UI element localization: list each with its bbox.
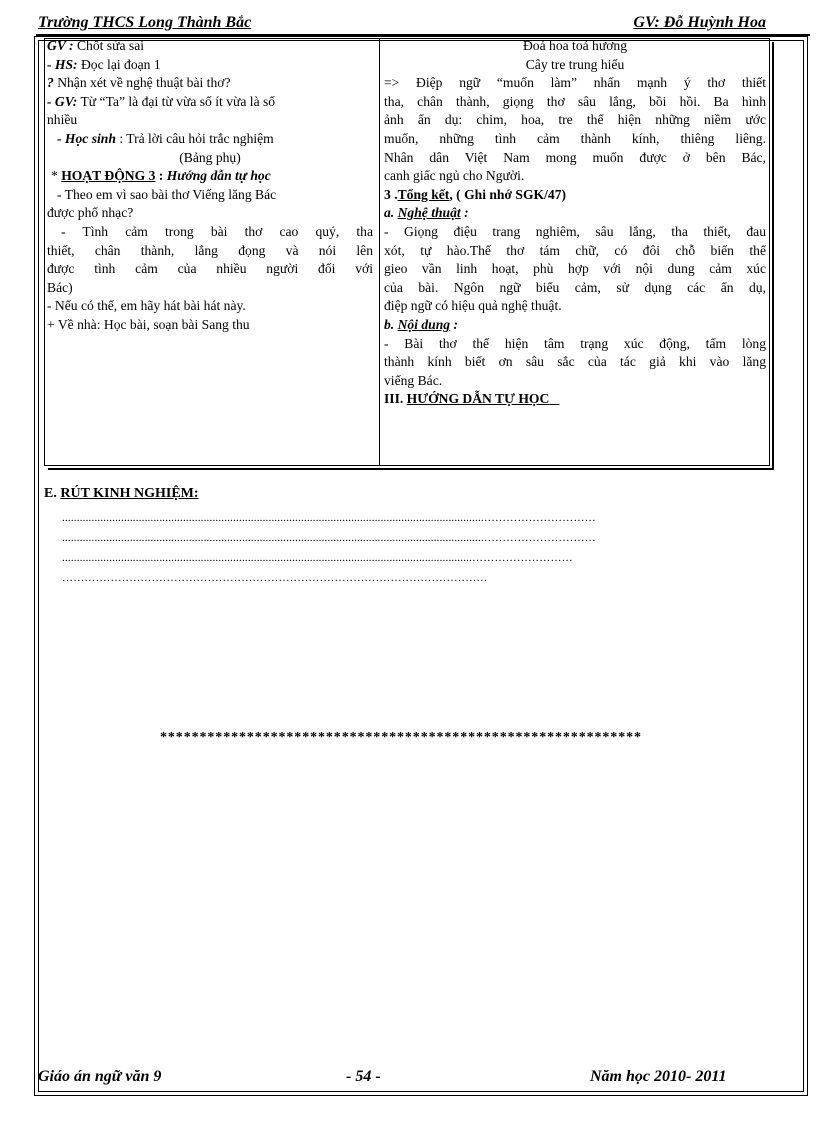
right-line: gieo vần linh hoạt, phù hợp với nội dung cảm xúc <box>384 261 766 277</box>
right-line: tha, chân thành, giọng thơ sâu lắng, bồi hồi. Ba hình <box>384 93 766 109</box>
right-line: canh giấc ngủ cho Người. <box>384 168 525 184</box>
dotted-line: ...........................................................................................................................................……………………… <box>62 552 573 564</box>
table-column-divider <box>379 38 380 466</box>
left-line: thiết, chân thành, lắng đọng và nói lên <box>47 242 373 258</box>
right-line: muốn, những tình cảm thành kính, thiêng liêng. <box>384 130 766 146</box>
left-column <box>47 37 373 335</box>
footer-school-year: Năm học 2010- 2011 <box>590 1068 727 1085</box>
right-column <box>384 37 766 409</box>
left-line: - Nếu có thể, em hãy hát bài hát này. <box>47 298 246 314</box>
left-line: được tình cảm của nhiều người đối với <box>47 261 373 277</box>
header-rule <box>36 34 810 36</box>
star-divider: ************************************************************* <box>160 730 642 745</box>
left-line: nhiều <box>47 112 78 128</box>
left-line: được phổ nhạc? <box>47 205 134 221</box>
right-line: xót, tự hào.Thể thơ tám chữ, có đôi chỗ biến thể <box>384 242 766 258</box>
right-line: thành kính biết ơn sâu sắc của tác giả khi vào lăng <box>384 354 766 370</box>
dotted-line: ...............................................................................................................................................………………………… <box>62 512 596 524</box>
left-line: Bác) <box>47 279 73 295</box>
right-line: III. HƯỚNG DẪN TỰ HỌC <box>384 391 550 407</box>
left-line: ? Nhận xét về nghệ thuật bài thơ? <box>47 75 231 91</box>
footer-subject: Giáo án ngữ văn 9 <box>38 1068 162 1085</box>
left-line: GV : Chốt sửa sai <box>47 38 145 53</box>
dotted-line: ...............................................................................................................................................………………………… <box>62 532 596 544</box>
left-line: - Tình cảm trong bài thơ cao quý, tha <box>61 223 373 239</box>
right-line: 3 .Tổng kết, ( Ghi nhớ SGK/47) <box>384 186 567 202</box>
right-line: - Bài thơ thể hiện tâm trạng xúc động, tấm lòng <box>384 335 766 351</box>
right-line: => Điệp ngữ “muốn làm” nhấn mạnh ý thơ thiết <box>384 75 766 91</box>
left-line: (Bảng phụ) <box>179 149 241 165</box>
left-line: - Theo em vì sao bài thơ Viếng lăng Bác <box>57 186 277 202</box>
right-line: điệp ngữ có hiệu quả nghệ thuật. <box>384 298 562 314</box>
right-line: của bài. Ngôn ngữ biểu cảm, sử dụng các ẩn dụ, <box>384 279 766 295</box>
left-line: + Về nhà: Học bài, soạn bài Sang thu <box>47 316 250 332</box>
footer-page-number: - 54 - <box>346 1068 381 1085</box>
section-e-heading: E. RÚT KINH NGHIỆM: <box>44 486 199 501</box>
right-line: Nhân dân Việt Nam mong muốn được ở bên Bác, <box>384 149 766 165</box>
right-line: Cây tre trung hiếu <box>525 56 625 72</box>
left-line: - HS: Đọc lại đoạn 1 <box>47 56 161 72</box>
right-line: b. Nội dung : <box>384 316 459 332</box>
left-line: * HOẠT ĐỘNG 3 : Hướng dẫn tự học <box>51 168 271 184</box>
left-line: - GV: Từ “Ta” là đại từ vừa số ít vừa là số <box>47 93 276 109</box>
right-line: a. Nghệ thuật : <box>384 205 469 221</box>
right-line: ảnh ẩn dụ: chim, hoa, tre thể hiện những niềm ước <box>384 112 766 128</box>
header-teacher: GV: Đỗ Huỳnh Hoa <box>633 14 766 31</box>
right-line: Đoá hoa toả hương <box>522 38 628 53</box>
right-line: viếng Bác. <box>384 372 443 388</box>
header-school: Trường THCS Long Thành Bắc <box>38 14 252 31</box>
right-line: - Giọng điệu trang nghiêm, sâu lắng, tha thiết, đau <box>384 223 766 239</box>
left-line: - Học sinh : Trả lời câu hỏi trắc nghiệm <box>57 130 274 146</box>
dotted-line: …………………………………………………………………………………………………… <box>62 572 488 584</box>
